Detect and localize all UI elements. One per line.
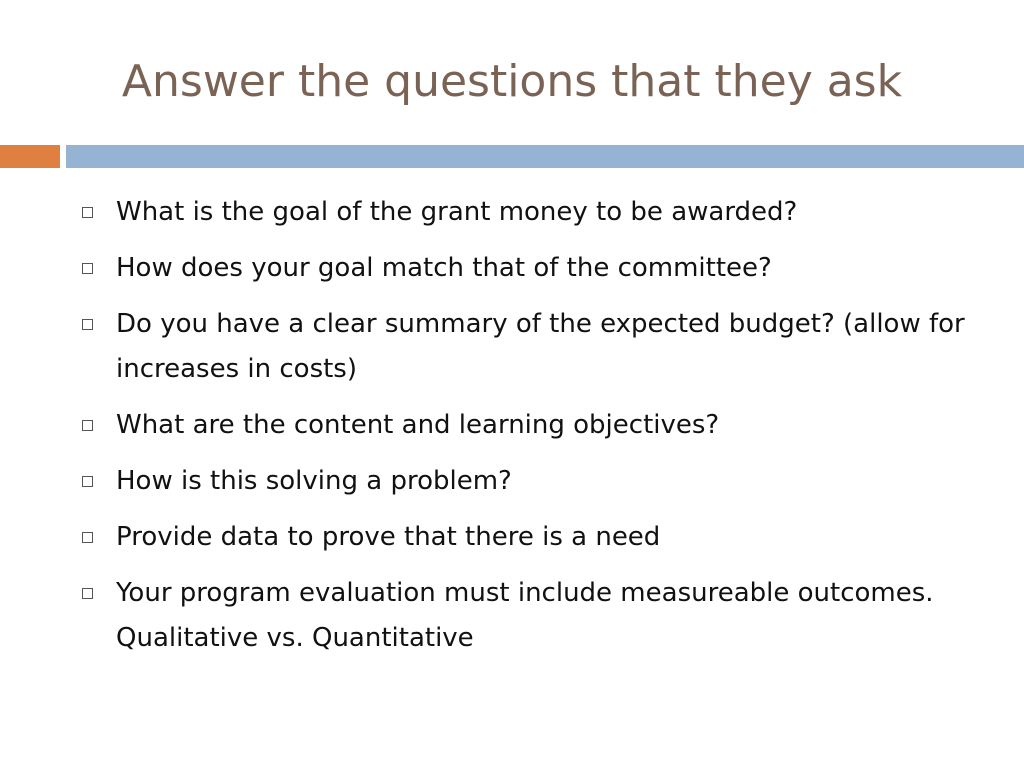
bullet-item-budget — [82, 302, 982, 392]
bullet-item-evaluation — [82, 571, 982, 661]
bullet-list — [82, 190, 982, 672]
bullet-text: Your program evaluation must include measureable outcomes. Qualitative vs. Quantitative — [116, 578, 951, 653]
hollow-square-icon — [82, 476, 93, 487]
bullet-item-need — [82, 515, 982, 560]
hollow-square-icon — [82, 319, 93, 330]
slide-title: Answer the questions that they ask — [121, 56, 903, 107]
hollow-square-icon — [82, 207, 93, 218]
bullet-item-problem — [82, 459, 982, 504]
hollow-square-icon — [82, 420, 93, 431]
bullet-text: What are the content and learning objectives? — [116, 410, 720, 440]
bullet-item-committee — [82, 246, 982, 291]
title-rule-orange — [0, 145, 60, 168]
bullet-text: Do you have a clear summary of the expected budget? (allow for increases in costs) — [116, 309, 973, 384]
title-rule-blue — [66, 145, 1024, 168]
bullet-text: How is this solving a problem? — [116, 466, 512, 496]
bullet-item-goal — [82, 190, 982, 235]
bullet-text: What is the goal of the grant money to be awarded? — [116, 197, 798, 227]
bullet-text: Provide data to prove that there is a need — [116, 522, 661, 552]
hollow-square-icon — [82, 263, 93, 274]
hollow-square-icon — [82, 532, 93, 543]
bullet-item-objectives — [82, 403, 982, 448]
hollow-square-icon — [82, 588, 93, 599]
bullet-text: How does your goal match that of the committee? — [116, 253, 772, 283]
